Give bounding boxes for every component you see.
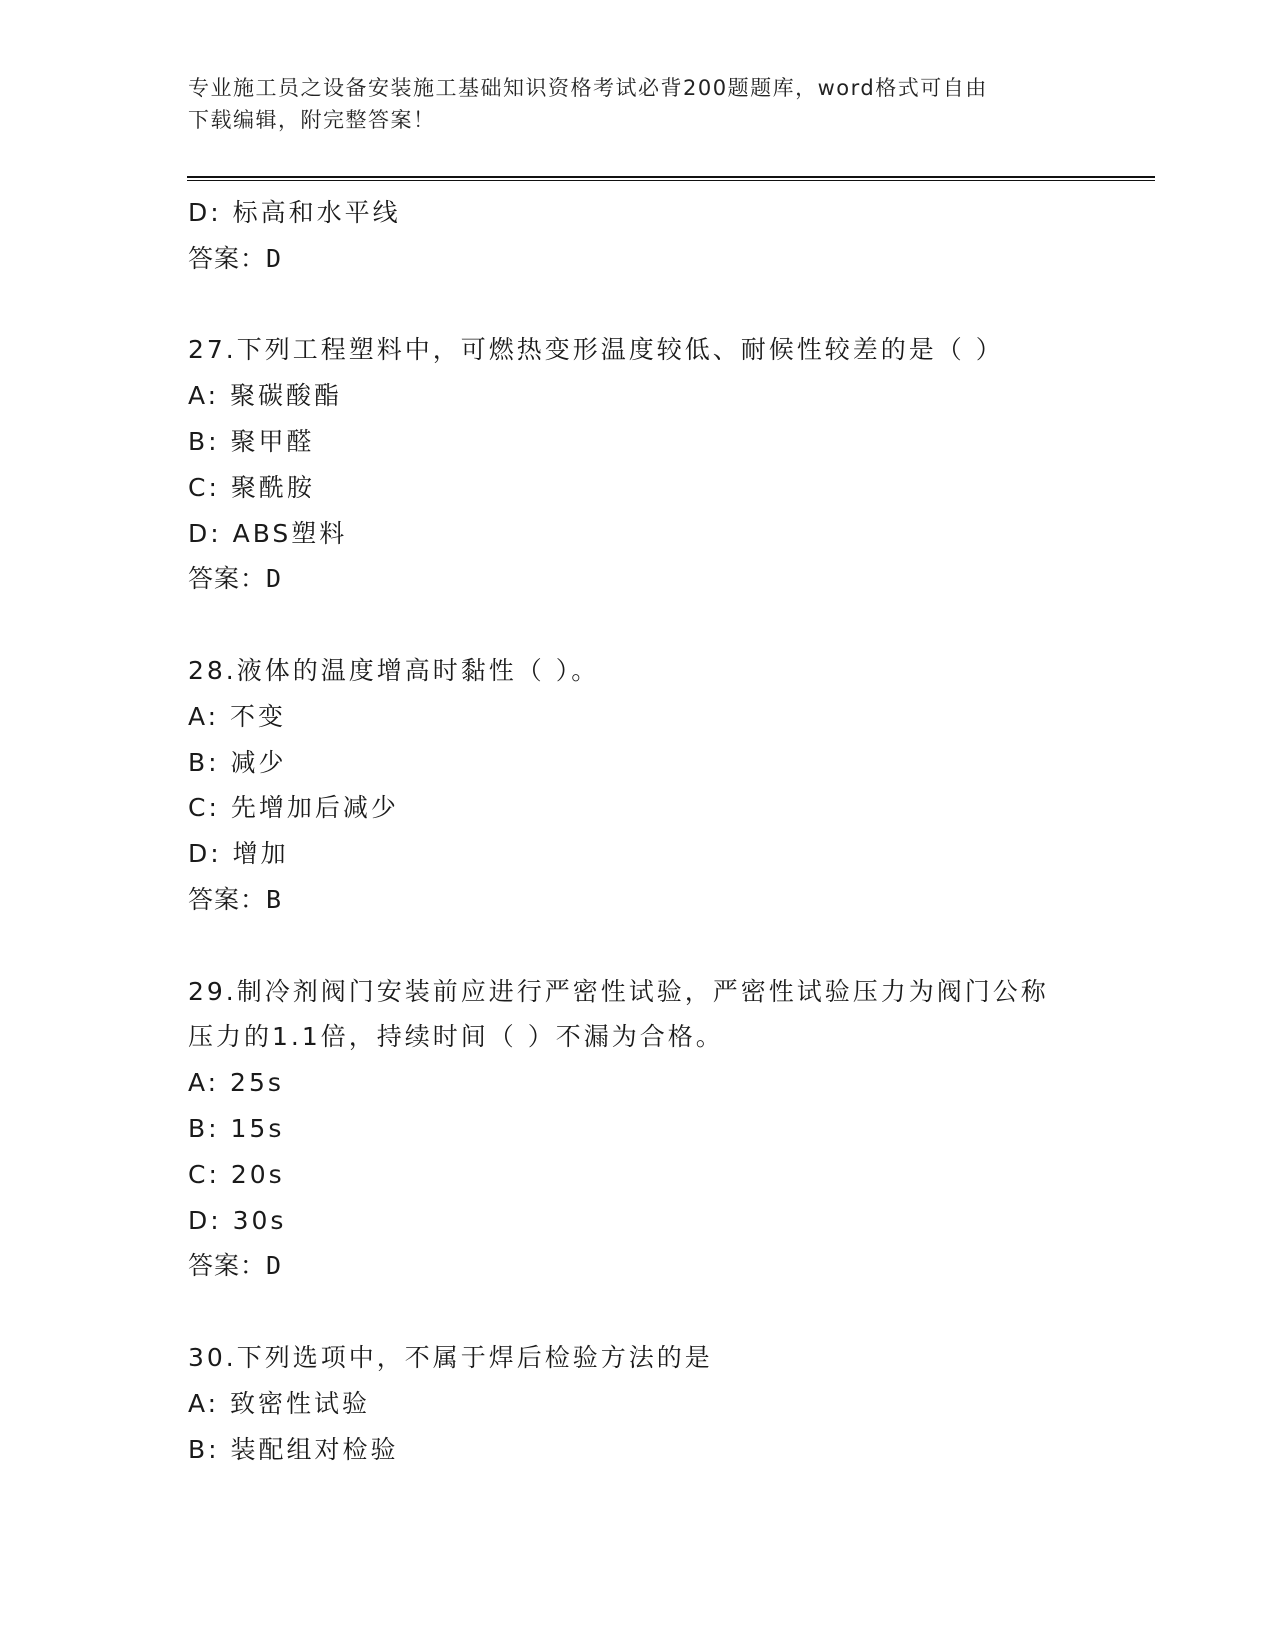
option-a: A: 聚碳酸酯 (188, 381, 343, 411)
question-text: 30.下列选项中，不属于焊后检验方法的是 (188, 1342, 713, 1372)
option-c: C: 先增加后减少 (188, 793, 399, 823)
header-line-1: 专业施工员之设备安装施工基础知识资格考试必背200题题库，word格式可自由 (188, 76, 988, 100)
answer-line: 答案：D (188, 1251, 283, 1281)
question-text: 29.制冷剂阀门安装前应进行严密性试验，严密性试验压力为阀门公称 (188, 976, 1049, 1006)
option-c: C: 20s (188, 1159, 285, 1189)
option-b: B: 聚甲醛 (188, 426, 315, 456)
question-block (188, 969, 1148, 1290)
answer-line: 答案：D (188, 564, 283, 594)
answer-line: 答案：B (188, 884, 283, 914)
question-list (188, 190, 1148, 1472)
option-a: A: 不变 (188, 701, 287, 731)
spacer (188, 923, 1148, 969)
question-text: 27.下列工程塑料中，可燃热变形温度较低、耐候性较差的是（ ） (188, 335, 1004, 365)
option-d: D: 30s (188, 1205, 287, 1235)
option-a: A: 25s (188, 1068, 284, 1098)
page-header (188, 72, 1088, 136)
spacer (188, 1289, 1148, 1335)
option-a: A: 致密性试验 (188, 1388, 371, 1418)
spacer (188, 602, 1148, 648)
question-text-continued: 压力的1.1倍，持续时间（ ）不漏为合格。 (188, 1022, 724, 1052)
option-b: B: 装配组对检验 (188, 1434, 399, 1464)
question-block (188, 327, 1148, 602)
answer-line: 答案：D (188, 243, 283, 273)
spacer (188, 282, 1148, 328)
question-block (188, 648, 1148, 923)
option-d: D: 标高和水平线 (188, 198, 401, 227)
option-d: D: 增加 (188, 839, 289, 869)
header-line-2: 下载编辑，附完整答案！ (188, 108, 436, 132)
header-divider (187, 176, 1155, 181)
question-text: 28.液体的温度增高时黏性（ ）。 (188, 655, 600, 685)
option-b: B: 减少 (188, 747, 287, 777)
option-b: B: 15s (188, 1113, 285, 1143)
option-c: C: 聚酰胺 (188, 472, 315, 502)
question-block (188, 1335, 1148, 1472)
option-d: D: ABS塑料 (188, 518, 348, 548)
question-block (188, 190, 1148, 282)
